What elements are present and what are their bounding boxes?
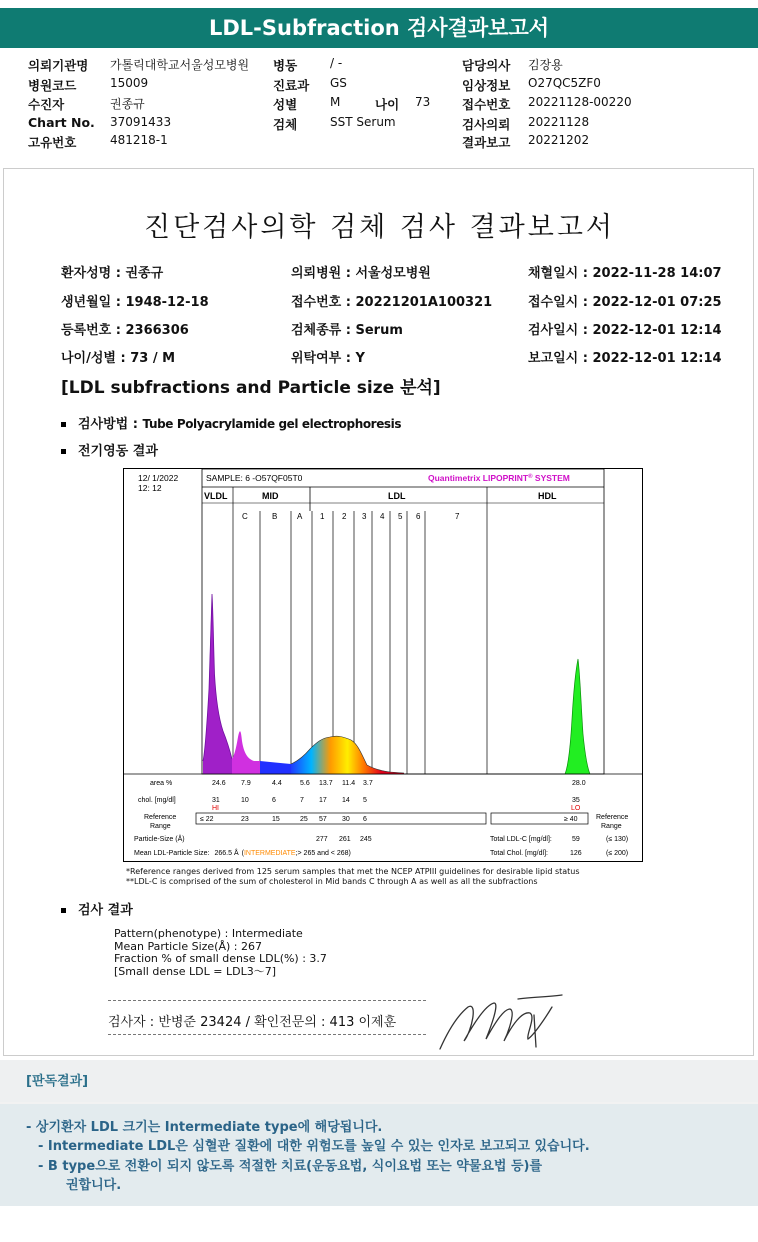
ldlc-ref: (≤ 130) <box>606 836 629 843</box>
footnote: **LDL-C is comprised of the sum of cholesterol in Mid bands C through A as well as all the subfractions <box>126 877 538 886</box>
electro-heading <box>61 440 158 459</box>
result-text <box>114 928 327 978</box>
hdl-peak <box>565 659 590 774</box>
chol-value: 14 <box>342 797 350 804</box>
info-value: O27QC5ZF0 <box>528 76 601 90</box>
chol-row <box>212 797 580 804</box>
patient-field: 등록번호 : 2366306 <box>61 323 189 338</box>
ref-label: Range <box>150 823 171 830</box>
judgement-line: - B type으로 전환이 되지 않도록 적절한 치료(운동요법, 식이요법 또는 약물요법 등)를 <box>38 1159 543 1174</box>
info-label: Chart No. <box>28 115 95 130</box>
patient-field: 보고일시 : 2022-12-01 12:14 <box>528 351 722 366</box>
brand-tail: SYSTEM <box>532 473 570 483</box>
group-label: VLDL <box>204 491 228 501</box>
method-label: 검사방법 : <box>78 417 138 432</box>
lipoprint-svg <box>124 469 642 861</box>
group-label: LDL <box>388 491 406 501</box>
mean-size-value: 266.5 Å <box>214 850 239 857</box>
info-value: SST Serum <box>330 115 396 129</box>
info-label: 임상정보 <box>462 78 511 93</box>
info-value: / - <box>330 56 343 70</box>
band-label: 7 <box>455 512 460 521</box>
result-line: [Small dense LDL = LDL3～7] <box>114 964 277 978</box>
ps-label: Particle-Size (Å) <box>134 836 185 843</box>
info-label: 병동 <box>273 58 298 73</box>
chart-sample: SAMPLE: 6 -O57QF05T0 <box>206 473 303 483</box>
ldlc-label: Total LDL-C [mg/dl]: <box>490 836 552 843</box>
patient-field: 채혈일시 : 2022-11-28 14:07 <box>528 266 722 281</box>
judgement-line: - Intermediate LDL은 심혈관 질환에 대한 위험도를 높일 수 있는 인자로 보고되고 있습니다. <box>38 1139 590 1154</box>
ref-label: Reference <box>144 814 177 821</box>
lo-flag: LO <box>571 805 581 812</box>
info-value: 20221202 <box>528 133 590 147</box>
info-value: 가톨릭대학교서울성모병원 <box>110 58 250 72</box>
info-value: GS <box>330 76 347 90</box>
tchol-value: 126 <box>570 850 582 857</box>
chol-row-label: chol. [mg/dl] <box>138 797 176 804</box>
area-value: 5.6 <box>300 780 310 787</box>
mean-size-category: INTERMEDIATE <box>243 850 296 857</box>
band-label: 3 <box>362 512 367 521</box>
info-value: 김장용 <box>528 58 563 72</box>
area-value: 13.7 <box>319 780 333 787</box>
area-value: 11.4 <box>342 780 356 787</box>
info-label: 성별 <box>273 97 298 112</box>
mid-b-band <box>260 761 291 774</box>
area-value: 7.9 <box>241 780 251 787</box>
info-label: 결과보고 <box>462 135 511 150</box>
tchol-ref: (≤ 200) <box>606 850 629 857</box>
patient-field: 검사일시 : 2022-12-01 12:14 <box>528 323 722 338</box>
ref-value: 6 <box>363 816 367 823</box>
band-label: B <box>272 512 278 521</box>
chol-value: 35 <box>572 797 580 804</box>
vldl-peak <box>203 594 232 774</box>
info-label: 검사의뢰 <box>462 117 511 132</box>
mean-size-line: Mean LDL-Particle Size: 266.5 Å (INTERMEDIATE;> 265 and < 268) <box>134 850 351 857</box>
info-label: 진료과 <box>273 78 310 93</box>
judgement-body <box>0 1104 758 1206</box>
footnote: *Reference ranges derived from 125 serum samples that met the NCEP ATPIII guidelines for desirable lipid status <box>126 867 580 876</box>
info-value: 37091433 <box>110 115 172 129</box>
divider <box>108 1034 426 1035</box>
ref-value: ≥ 40 <box>564 816 578 823</box>
band-label: C <box>242 512 248 521</box>
info-label: 병원코드 <box>28 78 77 93</box>
signature-line: 검사자 : 반병준 23424 / 확인전문의 : 413 이제훈 <box>108 1015 397 1030</box>
band-label: 5 <box>398 512 403 521</box>
area-row <box>212 780 586 787</box>
report-heading: 진단검사의학 검체 검사 결과보고서 <box>144 212 615 243</box>
patient-field: 환자성명 : 권종규 <box>61 266 164 281</box>
judgement-section <box>0 1060 758 1206</box>
tchol-label: Total Chol. [mg/dl]: <box>490 850 548 857</box>
particle-size-value: 261 <box>339 836 351 843</box>
patient-field: 생년월일 : 1948-12-18 <box>61 295 209 310</box>
footnotes <box>126 867 580 887</box>
judgement-line: - 상기환자 LDL 크기는 Intermediate type에 해당됩니다. <box>26 1120 383 1135</box>
ref-row <box>200 816 578 823</box>
result-heading <box>61 899 133 918</box>
mean-size-range: ;> 265 and < 268) <box>295 850 351 857</box>
particle-size-value: 245 <box>360 836 372 843</box>
hi-flag: HI <box>212 805 219 812</box>
chol-value: 7 <box>300 797 304 804</box>
lipoprint-chart <box>123 468 643 862</box>
group-label: HDL <box>538 491 557 501</box>
info-value: 20221128-00220 <box>528 95 632 109</box>
ref-value: ≤ 22 <box>200 816 214 823</box>
patient-field: 위탁여부 : Y <box>291 351 365 366</box>
info-label: 나이 <box>375 97 400 112</box>
result-line: Pattern(phenotype) : Intermediate <box>114 927 303 940</box>
brand-name: Quantimetrix LIPOPRINT <box>428 473 529 483</box>
info-value: 73 <box>415 95 431 109</box>
result-label: 검사 결과 <box>78 903 133 918</box>
info-label: 수진자 <box>28 97 65 112</box>
bullet-icon <box>61 449 66 454</box>
ref-value: 25 <box>300 816 308 823</box>
result-line: Mean Particle Size(Å) : 267 <box>114 939 262 953</box>
info-label: 의뢰기관명 <box>28 58 89 73</box>
result-line: Fraction % of small dense LDL(%) : 3.7 <box>114 952 327 965</box>
chart-brand <box>428 473 570 483</box>
band-separators <box>233 487 487 774</box>
chol-value: 5 <box>363 797 367 804</box>
info-label: 검체 <box>273 117 298 132</box>
area-row-label: area % <box>150 780 173 787</box>
ref-right-label: Range <box>601 823 622 830</box>
info-label: 고유번호 <box>28 135 77 150</box>
info-value: M <box>330 95 341 109</box>
chol-value: 17 <box>319 797 327 804</box>
ldlc-value: 59 <box>572 836 580 843</box>
chol-value: 6 <box>272 797 276 804</box>
patient-field: 검체종류 : Serum <box>291 323 403 338</box>
bullet-icon <box>61 908 66 913</box>
mid-c-peak <box>232 731 260 774</box>
ref-value: 30 <box>342 816 350 823</box>
ps-row <box>316 836 372 843</box>
info-value: 20221128 <box>528 115 590 129</box>
group-label: MID <box>262 491 279 501</box>
chart-time: 12: 12 <box>138 483 162 493</box>
info-label: 담당의사 <box>462 58 511 73</box>
info-value: 481218-1 <box>110 133 168 147</box>
info-value: 15009 <box>110 76 149 90</box>
info-value: 권종규 <box>110 97 145 111</box>
electro-label: 전기영동 결과 <box>78 444 158 459</box>
section-title: [LDL subfractions and Particle size 분석] <box>61 378 441 398</box>
embedded-report <box>3 168 754 1056</box>
method-line <box>61 413 401 432</box>
method-value: Tube Polyacrylamide gel electrophoresis <box>142 417 402 431</box>
patient-field: 접수일시 : 2022-12-01 07:25 <box>528 295 722 310</box>
report-title-bar: LDL-Subfraction 검사결과보고서 <box>0 8 758 48</box>
judgement-line: 권합니다. <box>66 1178 122 1193</box>
ref-value: 57 <box>319 816 327 823</box>
divider <box>108 1000 426 1001</box>
particle-size-value: 277 <box>316 836 328 843</box>
ref-value: 23 <box>241 816 249 823</box>
ref-value: 15 <box>272 816 280 823</box>
area-value: 3.7 <box>363 780 373 787</box>
area-value: 24.6 <box>212 780 226 787</box>
area-value: 4.4 <box>272 780 282 787</box>
mean-size-label: Mean LDL-Particle Size: <box>134 850 210 857</box>
ref-right-label: Reference <box>596 814 629 821</box>
ldl-hump <box>291 736 404 774</box>
chol-value: 10 <box>241 797 249 804</box>
band-label: 4 <box>380 512 385 521</box>
bullet-icon <box>61 422 66 427</box>
chol-value: 31 <box>212 797 220 804</box>
judgement-title: [판독결과] <box>0 1060 758 1102</box>
patient-field: 의뢰병원 : 서울성모병원 <box>291 266 431 281</box>
band-label: 6 <box>416 512 421 521</box>
request-info <box>0 52 758 156</box>
chart-date: 12/ 1/2022 <box>138 473 179 483</box>
band-label: A <box>297 512 303 521</box>
info-label: 접수번호 <box>462 97 511 112</box>
band-label: 2 <box>342 512 347 521</box>
patient-field: 나이/성별 : 73 / M <box>61 351 176 366</box>
patient-field: 접수번호 : 20221201A100321 <box>291 295 493 310</box>
brand-mark: ® <box>528 474 533 480</box>
signature-drawing <box>434 989 569 1055</box>
band-label: 1 <box>320 512 325 521</box>
area-value: 28.0 <box>572 780 586 787</box>
